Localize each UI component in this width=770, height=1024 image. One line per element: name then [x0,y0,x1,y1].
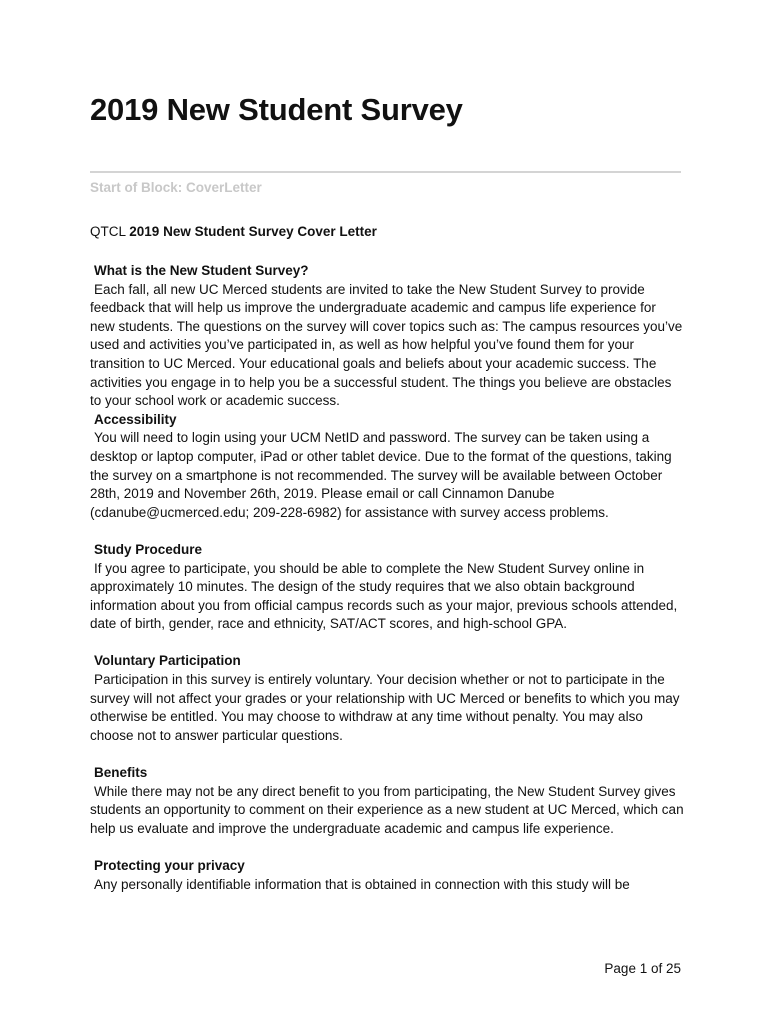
question-header [90,224,377,239]
block-divider [90,171,681,173]
section-text-benefits: While there may not be any direct benefit to you from participating, the New Student Survey gives students an opportunity to comment on their experience as a new student at UC Merced, which can help us evaluate and improve the undergraduate academic and campus life experience. [90,783,684,836]
cover-letter-body [90,262,684,894]
section-text-accessibility: You will need to login using your UCM NetID and password. The survey can be taken using a desktop or laptop computer, iPad or other tablet device. Due to the format of the questions, taking the survey on a smartphone is not recommended. The survey will be available between October 28th, 2019 and November 26th, 2019. Please email or call Cinnamon Danube (cdanube@ucmerced.edu; 209-228-6982) for assistance with survey access problems. [90,430,672,520]
question-id: QTCL [90,224,126,239]
page-number: Page 1 of 25 [604,961,681,976]
section-heading-benefits: Benefits [94,765,148,781]
section-heading-privacy: Protecting your privacy [94,858,245,873]
section-text-privacy: Any personally identifiable information that is obtained in connection with this study will be [94,876,630,892]
block-start-label: Start of Block: CoverLetter [90,180,262,195]
document-title: 2019 New Student Survey [90,92,463,127]
section-text-what: Each fall, all new UC Merced students are invited to take the New Student Survey to provide feedback that will help us improve the undergraduate academic and campus life experience for new students. The questions on the survey will cover topics such as: The campus resources you’ve used and activities you’ve participated in, as well as how helpful you’ve found them for your transition to UC Merced. Your educational goals and beliefs about your academic success. The activities you engage in to help you be a successful student. The things you believe are obstacles to your school work or academic success. [90,281,683,409]
question-title: 2019 New Student Survey Cover Letter [129,224,377,239]
section-heading-procedure: Study Procedure [94,541,203,557]
section-text-procedure: If you agree to participate, you should be able to complete the New Student Survey online in approximately 10 minutes. The design of the study requires that we also obtain background information about you from official campus records such as your major, previous schools attended, date of birth, gender, race and ethnicity, SAT/ACT scores, and high-school GPA. [90,560,678,632]
section-heading-what: What is the New Student Survey? [94,263,309,278]
section-heading-accessibility: Accessibility [94,411,177,427]
section-text-voluntary: Participation in this survey is entirely voluntary. Your decision whether or not to participate in the survey will not affect your grades or your relationship with UC Merced or benefits to which you may otherwise be entitled. You may choose to withdraw at any time without penalty. You may also choose not to answer particular questions. [90,672,680,743]
section-heading-voluntary: Voluntary Participation [94,653,241,669]
